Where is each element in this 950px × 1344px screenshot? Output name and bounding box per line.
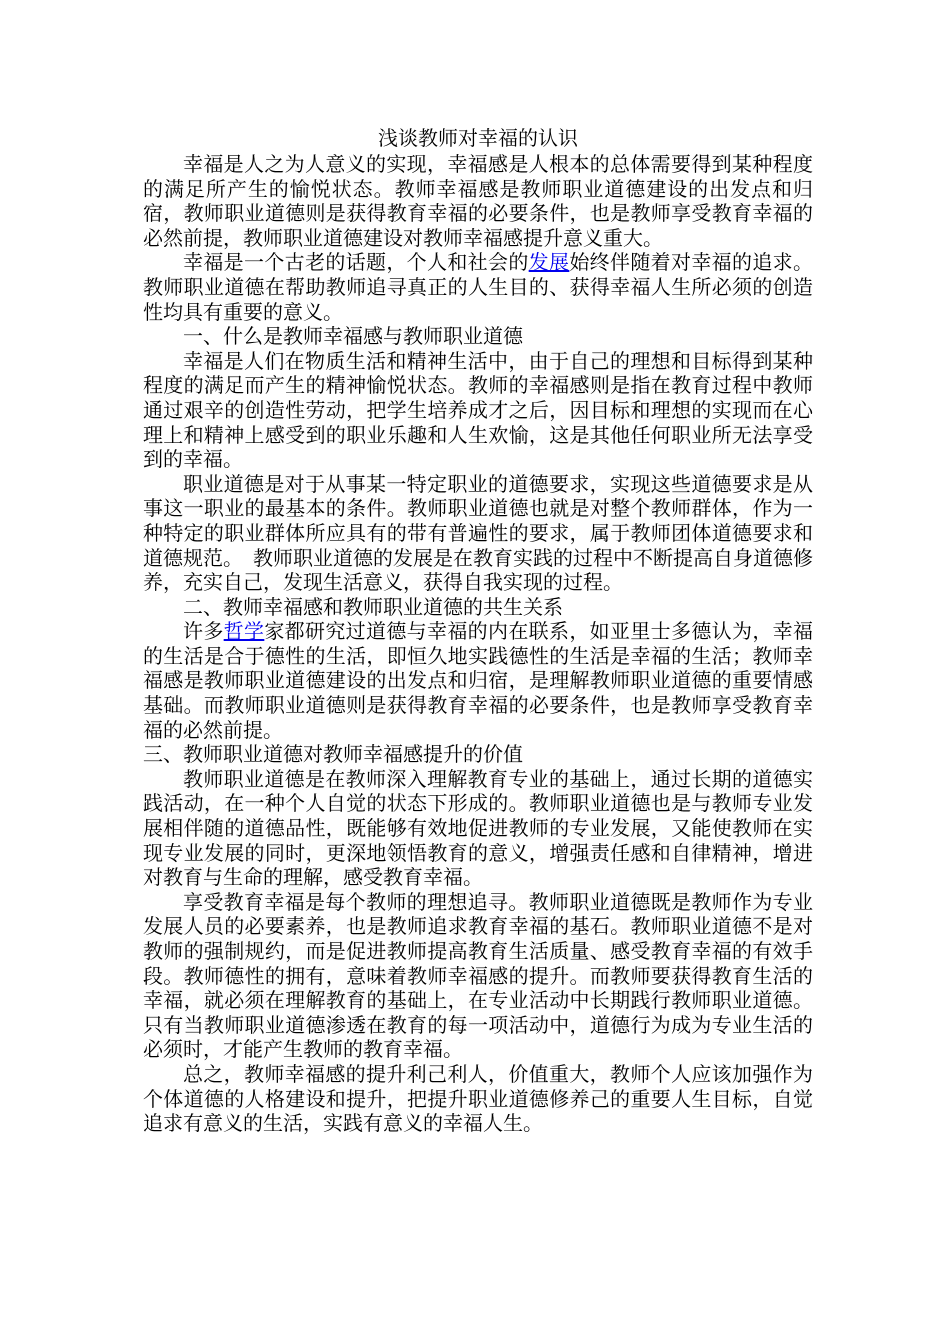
paragraph-enjoy-happiness: 享受教育幸福是每个教师的理想追寻。教师职业道德既是教师作为专业发展人员的必要素养，也是教师追求教育幸福的基石。教师职业道德不是对教师的强制规约，而是促进教师提高教育生活质量、感受教育幸福的有效手段。教师德性的拥有，意味着教师幸福感的提升。而教师要获得教育生活的幸福，就必须在理解教育的基础上，在专业活动中长期践行教师职业道德。只有当教师职业道德渗透在教育的每一项活动中，道德行为成为专业生活的必须时，才能产生教师的教育幸福。 bbox=[143, 889, 813, 1062]
document-title: 浅谈教师对幸福的认识 bbox=[378, 126, 578, 150]
section-heading-2: 二、教师幸福感和教师职业道德的共生关系 bbox=[183, 594, 563, 619]
paragraph-philosophy-text-end: 家都研究过道德与幸福的内在联系，如亚里士多德认为，幸福的生活是合于德性的生活，即恒久地实践德性的生活是幸福的生活；教师幸福感是教师职业道德建设的出发点和归宿，是理解教师职业道德的重要情感基础。而教师职业道德则是获得教育幸福的必要条件，也是教师享受教育幸福的必然前提。 bbox=[143, 619, 814, 742]
section-heading-1: 一、什么是教师幸福感与教师职业道德 bbox=[183, 324, 523, 349]
paragraph-conclusion: 总之，教师幸福感的提升利己利人，价值重大，教师个人应该加强作为个体道德的人格建设和提升，把提升职业道德修养己的重要人生目标，自觉追求有意义的生活，实践有意义的幸福人生。 bbox=[143, 1061, 813, 1136]
section-heading-3: 三、教师职业道德对教师幸福感提升的价值 bbox=[143, 742, 523, 767]
paragraph-ethics-definition: 职业道德是对于从事某一特定职业的道德要求，实现这些道德要求是从事这一职业的最基本的条件。教师职业道德也就是对整个教师群体，作为一种特定的职业群体所应具有的带有普遍性的要求，属于教师团体道德要求和道德规范。 教师职业道德的发展是在教育实践的过程中不断提高自身道德修养，充实自己，发现生活意义，获得自我实现的过程。 bbox=[143, 471, 813, 595]
paragraph-philosophy-text-start: 许多 bbox=[183, 619, 224, 644]
paragraph-happiness-definition: 幸福是人们在物质生活和精神生活中，由于自己的理想和目标得到某种程度的满足而产生的精神愉悦状态。教师的幸福感则是指在教育过程中教师通过艰辛的创造性劳动，把学生培养成才之后，因目标和理想的实现而在心理上和精神上感受到的职业乐趣和人生欢愉，这是其他任何职业所无法享受到的幸福。 bbox=[143, 348, 813, 472]
paragraph-history bbox=[143, 250, 813, 324]
document-body bbox=[143, 124, 813, 1136]
paragraph-history-text-start: 幸福是一个古老的话题，个人和社会的 bbox=[183, 250, 529, 275]
link-philosophy[interactable]: 哲学 bbox=[223, 619, 265, 644]
paragraph-history-text-end: 始终伴随着对幸福的追求。教师职业道德在帮助教师追寻真正的人生目的、获得幸福人生所必须的创造性均具有重要的意义。 bbox=[143, 250, 814, 324]
paragraph-philosophy bbox=[143, 619, 813, 742]
paragraph-professional-ethics: 教师职业道德是在教师深入理解教育专业的基础上，通过长期的道德实践活动，在一种个人自觉的状态下形成的。教师职业道德也是与教师专业发展相伴随的道德品性，既能够有效地促进教师的专业发展，又能使教师在实现专业发展的同时，更深地领悟教育的意义，增强责任感和自律精神，增进对教育与生命的理解，感受教育幸福。 bbox=[143, 766, 813, 890]
link-development[interactable]: 发展 bbox=[528, 250, 570, 275]
paragraph-intro: 幸福是人之为人意义的实现，幸福感是人根本的总体需要得到某种程度的满足所产生的愉悦状态。教师幸福感是教师职业道德建设的出发点和归宿，教师职业道德则是获得教育幸福的必要条件，也是教师享受教育幸福的必然前提，教师职业道德建设对教师幸福感提升意义重大。 bbox=[143, 152, 813, 250]
